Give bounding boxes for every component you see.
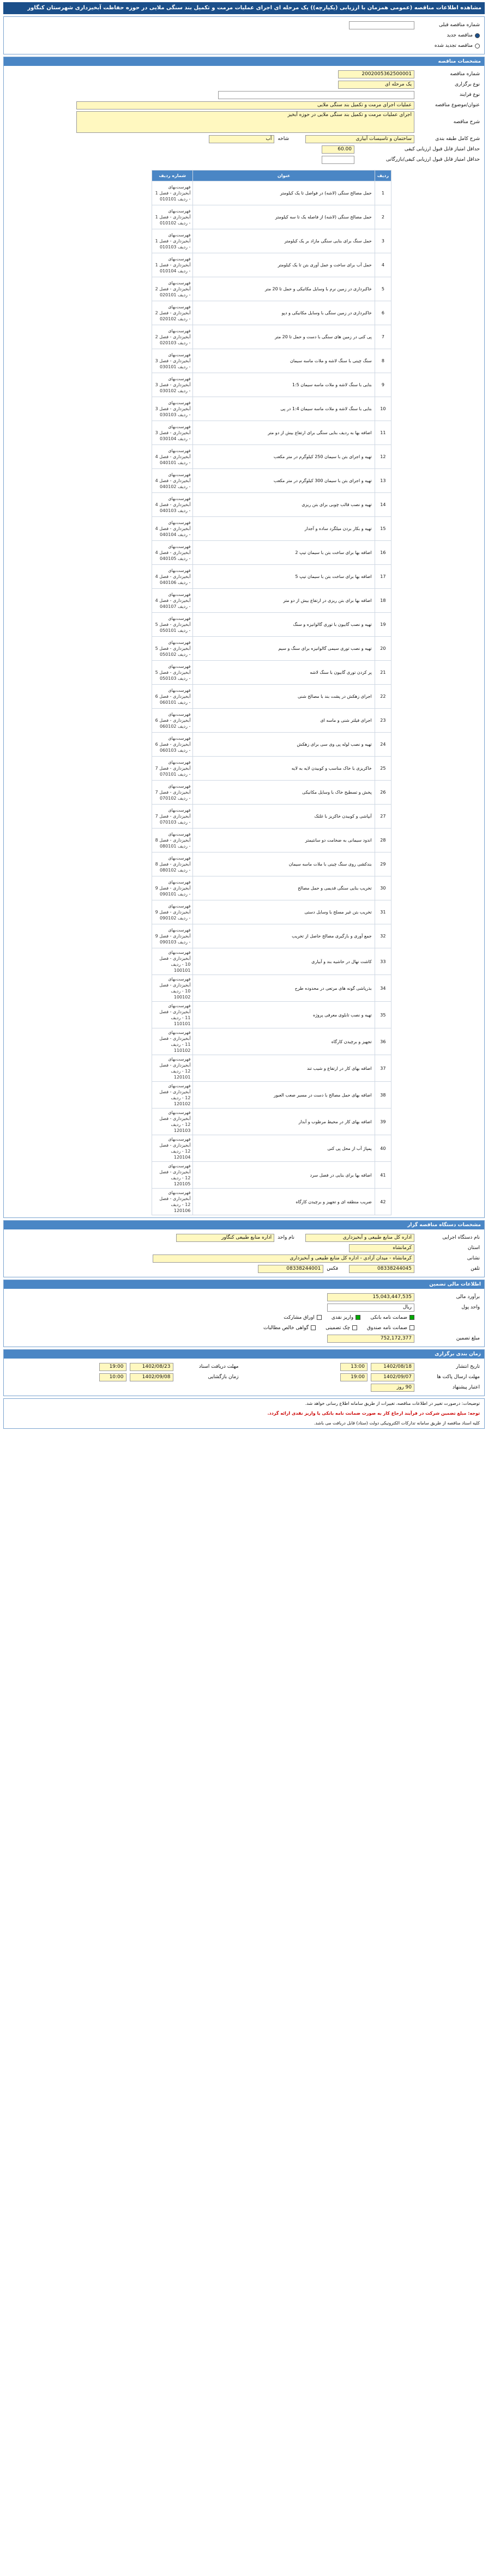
row-title: اندود سیمانی به ضخامت دو سانتیمتر [193, 829, 375, 852]
row-title: بنایی با سنگ لاشه و ملات ماسه سیمان 1:5 [193, 373, 375, 397]
row-number: 37 [375, 1055, 391, 1082]
row-number: 18 [375, 589, 391, 613]
row-number: 40 [375, 1135, 391, 1162]
row-number: 3 [375, 229, 391, 253]
table-row [152, 1189, 391, 1215]
row-title: تهیه و نصب تابلوی معرفی پروژه [193, 1002, 375, 1028]
table-row [152, 613, 391, 637]
row-number: 28 [375, 829, 391, 852]
org-section [3, 1220, 485, 1277]
fax-value: 08338244001 [258, 1265, 323, 1273]
row-reference: فهرست‌بهای آبخیزداری - فصل 12 - ردیف 120102 [152, 1082, 193, 1109]
table-row [152, 876, 391, 900]
branch-value: آب [209, 135, 274, 143]
row-reference: فهرست‌بهای آبخیزداری - فصل 4 - ردیف 040103 [152, 493, 193, 517]
table-row [152, 781, 391, 805]
row-title: حمل آب برای ساخت و عمل آوری بتن تا یک کیلومتر [193, 253, 375, 277]
claims-label: گواهی خالص مطالبات [263, 1325, 309, 1331]
min-score2-label: حداقل امتیاز قابل قبول ارزیابی کیفی/بازرگانی [385, 157, 480, 162]
submit-label: مهلت ارسال پاکت ها [437, 1374, 480, 1380]
table-row [152, 975, 391, 1002]
row-number: 29 [375, 852, 391, 876]
min-score2-value [322, 156, 354, 164]
table-row [152, 1028, 391, 1055]
table-row [152, 829, 391, 852]
row-title: کاشت نهال در حاشیه بند و آبیاری [193, 948, 375, 975]
row-title: تهیه و اجرای بتن با سیمان 250 کیلوگرم در متر مکعب [193, 445, 375, 469]
row-reference: فهرست‌بهای آبخیزداری - فصل 5 - ردیف 050102 [152, 637, 193, 661]
type-label: نوع فرایند [459, 92, 480, 98]
table-row [152, 1135, 391, 1162]
row-title: اضافه بهای کار در محیط مرطوب و آبدار [193, 1109, 375, 1135]
kind-label: نوع برگزاری [455, 82, 480, 87]
renewed-tender-label: مناقصه تجدید شده [434, 43, 473, 48]
guarantee-label: مبلغ تضمین [456, 1336, 480, 1341]
currency-label: واحد پول [461, 1305, 480, 1310]
row-number: 5 [375, 277, 391, 301]
kind-value: یک مرحله ای [338, 81, 414, 89]
row-reference: فهرست‌بهای آبخیزداری - فصل 8 - ردیف 080102 [152, 852, 193, 876]
row-number: 38 [375, 1082, 391, 1109]
doc-deadline-time: 19:00 [99, 1363, 126, 1371]
row-reference: فهرست‌بهای آبخیزداری - فصل 2 - ردیف 020101 [152, 277, 193, 301]
table-row [152, 637, 391, 661]
address-value: کرمانشاه - میدان آزادی - اداره کل منابع طبیعی و آبخیزداری [153, 1254, 414, 1263]
table-row [152, 469, 391, 493]
table-row [152, 541, 391, 565]
notes-section [3, 1398, 485, 1429]
finance-section [3, 1280, 485, 1347]
bank-guarantee-checkbox[interactable] [409, 1315, 414, 1320]
row-title: بنایی با سنگ لاشه و ملات ماسه سیمان 1:4 در پی [193, 397, 375, 421]
desc-label: شرح مناقصه [453, 119, 480, 125]
row-title: تهیه و بکار بردن میلگرد ساده و آجدار [193, 517, 375, 541]
row-title: اجرای زهکش در پشت بند با مصالح شنی [193, 685, 375, 709]
row-number: 16 [375, 541, 391, 565]
row-reference: فهرست‌بهای آبخیزداری - فصل 11 - ردیف 110101 [152, 1002, 193, 1028]
row-reference: فهرست‌بهای آبخیزداری - فصل 1 - ردیف 010104 [152, 253, 193, 277]
row-reference: فهرست‌بهای آبخیزداری - فصل 5 - ردیف 050101 [152, 613, 193, 637]
cash-deposit-label: واریز نقدی [331, 1315, 354, 1320]
table-row [152, 517, 391, 541]
row-title: اضافه بهای کار در ارتفاع و شیب تند [193, 1055, 375, 1082]
doc-deadline-date: 1402/08/23 [130, 1363, 173, 1371]
row-number: 23 [375, 709, 391, 733]
row-number: 2 [375, 205, 391, 229]
table-row [152, 205, 391, 229]
row-title: خاکریزی با خاک مناسب و کوبیدن لایه به لایه [193, 757, 375, 781]
col-no: ردیف [375, 170, 391, 181]
row-title: تهیه و نصب لوله پی وی سی برای زهکش [193, 733, 375, 757]
row-reference: فهرست‌بهای آبخیزداری - فصل 3 - ردیف 030102 [152, 373, 193, 397]
cheque-label: چک تضمینی [326, 1325, 351, 1331]
row-number: 26 [375, 781, 391, 805]
row-reference: فهرست‌بهای آبخیزداری - فصل 2 - ردیف 020103 [152, 325, 193, 349]
opening-date: 1402/09/08 [130, 1373, 173, 1381]
claims-checkbox[interactable] [311, 1325, 316, 1330]
row-reference: فهرست‌بهای آبخیزداری - فصل 7 - ردیف 070102 [152, 781, 193, 805]
row-number: 24 [375, 733, 391, 757]
min-score-value: 60.00 [322, 145, 354, 154]
row-title: ضریب منطقه ای و تجهیز و برچیدن کارگاه [193, 1189, 375, 1215]
row-number: 35 [375, 1002, 391, 1028]
guarantee-value: 752,172,377 [327, 1335, 414, 1343]
row-number: 27 [375, 805, 391, 829]
province-label: استان [467, 1245, 480, 1251]
row-number: 21 [375, 661, 391, 685]
estimate-value: 15,043,447,535 [327, 1293, 414, 1301]
publish-label: تاریخ انتشار [456, 1364, 480, 1369]
row-reference: فهرست‌بهای آبخیزداری - فصل 3 - ردیف 030104 [152, 421, 193, 445]
table-row [152, 421, 391, 445]
table-row [152, 1055, 391, 1082]
min-score-label: حداقل امتیاز قابل قبول ارزیابی کیفی [404, 147, 480, 152]
renewed-tender-radio[interactable] [475, 44, 480, 48]
type-value [218, 91, 414, 99]
table-row [152, 948, 391, 975]
row-title: حمل مصالح سنگی (لاشه) از فاصله یک تا سه کیلومتر [193, 205, 375, 229]
row-number: 22 [375, 685, 391, 709]
row-title: پر کردن توری گابیون با سنگ لاشه [193, 661, 375, 685]
row-number: 10 [375, 397, 391, 421]
table-row [152, 589, 391, 613]
publish-date: 1402/08/18 [371, 1363, 414, 1371]
top-section [3, 16, 485, 54]
row-reference: فهرست‌بهای آبخیزداری - فصل 4 - ردیف 040101 [152, 445, 193, 469]
doc-deadline-label: مهلت دریافت اسناد [198, 1364, 239, 1369]
row-number: 4 [375, 253, 391, 277]
row-title: تهیه و نصب گابیون با توری گالوانیزه و سنگ [193, 613, 375, 637]
note-1: توضیحات: درصورت تغییر در اطلاعات مناقصه، تغییرات از طریق سامانه اطلاع رسانی خواهد شد. [305, 1401, 480, 1406]
row-reference: فهرست‌بهای آبخیزداری - فصل 1 - ردیف 010101 [152, 181, 193, 205]
row-number: 36 [375, 1028, 391, 1055]
prev-tender-input[interactable] [349, 21, 414, 29]
table-row [152, 1109, 391, 1135]
page-title: مشاهده اطلاعات مناقصه (عمومی همزمان با ارزیابی (یکپارچه)) یک مرحله ای اجرای عملیات مرمت و تکمیل بند سنگی ملایی در حوزه حفاظت آبخیزداری شهرستان کنگاور [3, 2, 485, 14]
new-tender-radio[interactable] [475, 33, 480, 38]
row-number: 19 [375, 613, 391, 637]
row-reference: فهرست‌بهای آبخیزداری - فصل 9 - ردیف 090101 [152, 876, 193, 900]
row-number: 11 [375, 421, 391, 445]
row-number: 39 [375, 1109, 391, 1135]
col-ref: شماره ردیف [152, 170, 193, 181]
row-title: آبپاشی و کوبیدن خاکریز با غلتک [193, 805, 375, 829]
row-number: 9 [375, 373, 391, 397]
row-title: جمع آوری و بارگیری مصالح حاصل از تخریب [193, 924, 375, 948]
table-row [152, 709, 391, 733]
row-number: 14 [375, 493, 391, 517]
row-title: پخش و تسطیح خاک با وسایل مکانیکی [193, 781, 375, 805]
row-reference: فهرست‌بهای آبخیزداری - فصل 7 - ردیف 070101 [152, 757, 193, 781]
row-reference: فهرست‌بهای آبخیزداری - فصل 10 - ردیف 100102 [152, 975, 193, 1002]
row-reference: فهرست‌بهای آبخیزداری - فصل 4 - ردیف 040102 [152, 469, 193, 493]
cheque-checkbox[interactable] [352, 1325, 357, 1330]
category-label: شرح کامل طبقه بندی [435, 136, 480, 142]
table-row [152, 900, 391, 924]
items-table [152, 170, 391, 1215]
fund-guarantee-label: ضمانت نامه صندوق [367, 1325, 407, 1331]
row-title: حمل مصالح سنگی (لاشه) در فواصل تا یک کیلومتر [193, 181, 375, 205]
row-title: خاکبرداری در زمین سنگی با وسایل مکانیکی و دپو [193, 301, 375, 325]
row-reference: فهرست‌بهای آبخیزداری - فصل 10 - ردیف 100101 [152, 948, 193, 975]
row-reference: فهرست‌بهای آبخیزداری - فصل 1 - ردیف 010103 [152, 229, 193, 253]
row-reference: فهرست‌بهای آبخیزداری - فصل 7 - ردیف 070103 [152, 805, 193, 829]
category-value: ساختمان و تاسیسات آبیاری [305, 135, 414, 143]
row-number: 20 [375, 637, 391, 661]
fax-label: فکس [327, 1266, 338, 1271]
row-reference: فهرست‌بهای آبخیزداری - فصل 3 - ردیف 030103 [152, 397, 193, 421]
row-reference: فهرست‌بهای آبخیزداری - فصل 12 - ردیف 120103 [152, 1109, 193, 1135]
org-header: مشخصات دستگاه مناقصه گزار [4, 1221, 484, 1229]
table-row [152, 1162, 391, 1189]
table-row [152, 445, 391, 469]
note-3: کلیه اسناد مناقصه از طریق سامانه تدارکات الکترونیکی دولت (ستاد) قابل دریافت می باشد. [314, 1421, 480, 1426]
row-number: 17 [375, 565, 391, 589]
opening-time: 10:00 [99, 1373, 126, 1381]
table-row [152, 757, 391, 781]
table-row [152, 493, 391, 517]
row-title: سنگ چینی با سنگ لاشه و ملات ماسه سیمان [193, 349, 375, 373]
row-number: 32 [375, 924, 391, 948]
org-name-label: نام دستگاه اجرایی [442, 1235, 480, 1240]
tender-no-label: شماره مناقصه [450, 71, 480, 77]
row-number: 7 [375, 325, 391, 349]
table-row [152, 181, 391, 205]
tender-no-value: 2002005362500001 [338, 70, 414, 78]
row-reference: فهرست‌بهای آبخیزداری - فصل 12 - ردیف 120106 [152, 1189, 193, 1215]
row-title: اضافه بها برای ساخت بتن با سیمان تیپ 2 [193, 541, 375, 565]
bank-guarantee-label: ضمانت نامه بانکی [370, 1315, 407, 1320]
row-reference: فهرست‌بهای آبخیزداری - فصل 4 - ردیف 040107 [152, 589, 193, 613]
unit-value: اداره منابع طبیعی کنگاور [176, 1234, 274, 1242]
row-number: 8 [375, 349, 391, 373]
row-number: 31 [375, 900, 391, 924]
table-row [152, 229, 391, 253]
table-row [152, 277, 391, 301]
unit-label: نام واحد [278, 1235, 294, 1240]
row-title: بندکشی روی سنگ چینی با ملات ماسه سیمان [193, 852, 375, 876]
subject-label: عنوان/موضوع مناقصه [435, 102, 480, 108]
address-label: نشانی [467, 1256, 480, 1261]
table-row [152, 685, 391, 709]
row-number: 1 [375, 181, 391, 205]
org-name-value: اداره کل منابع طبیعی و آبخیزداری [305, 1234, 414, 1242]
row-number: 41 [375, 1162, 391, 1189]
row-title: اضافه بها به ردیف بنایی سنگی برای ارتفاع بیش از دو متر [193, 421, 375, 445]
dates-section [3, 1349, 485, 1396]
row-number: 42 [375, 1189, 391, 1215]
row-reference: فهرست‌بهای آبخیزداری - فصل 4 - ردیف 040106 [152, 565, 193, 589]
row-number: 12 [375, 445, 391, 469]
row-reference: فهرست‌بهای آبخیزداری - فصل 12 - ردیف 120101 [152, 1055, 193, 1082]
estimate-label: برآورد مالی [456, 1294, 480, 1300]
table-row [152, 325, 391, 349]
row-reference: فهرست‌بهای آبخیزداری - فصل 6 - ردیف 060102 [152, 709, 193, 733]
finance-header: اطلاعات مالی تضمین [4, 1280, 484, 1289]
table-row [152, 852, 391, 876]
table-row [152, 661, 391, 685]
row-reference: فهرست‌بهای آبخیزداری - فصل 9 - ردیف 090103 [152, 924, 193, 948]
table-row [152, 397, 391, 421]
row-title: بذرپاشی گونه های مرتعی در محدوده طرح [193, 975, 375, 1002]
row-reference: فهرست‌بهای آبخیزداری - فصل 8 - ردیف 080101 [152, 829, 193, 852]
fund-guarantee-checkbox[interactable] [409, 1325, 414, 1330]
submit-time: 19:00 [340, 1373, 367, 1381]
row-number: 13 [375, 469, 391, 493]
branch-label: شاخه [278, 136, 289, 142]
row-reference: فهرست‌بهای آبخیزداری - فصل 2 - ردیف 020102 [152, 301, 193, 325]
row-title: تهیه و اجرای بتن با سیمان 300 کیلوگرم در متر مکعب [193, 469, 375, 493]
row-title: اضافه بها برای بتن ریزی در ارتفاع بیش از دو متر [193, 589, 375, 613]
tender-info-header: مشخصات مناقصه [4, 57, 484, 66]
row-reference: فهرست‌بهای آبخیزداری - فصل 1 - ردیف 010102 [152, 205, 193, 229]
row-reference: فهرست‌بهای آبخیزداری - فصل 12 - ردیف 120104 [152, 1135, 193, 1162]
bonds-label: اوراق مشارکت [284, 1315, 315, 1320]
table-row [152, 924, 391, 948]
submit-date: 1402/09/07 [371, 1373, 414, 1381]
table-row [152, 733, 391, 757]
prev-tender-label: شماره مناقصه قبلی [439, 22, 480, 28]
note-2: توجه: مبلغ تضمین شرکت در فرآیند ارجاع کار به صورت ضمانت نامه بانکی یا واریز نقدی ارائه گردد. [267, 1411, 480, 1416]
col-title: عنوان [193, 170, 375, 181]
table-row [152, 565, 391, 589]
row-title: اضافه بها برای ساخت بتن با سیمان تیپ 5 [193, 565, 375, 589]
row-title: تجهیز و برچیدن کارگاه [193, 1028, 375, 1055]
bonds-checkbox[interactable] [317, 1315, 322, 1320]
row-number: 15 [375, 517, 391, 541]
opening-label: زمان بازگشایی [208, 1374, 239, 1380]
table-row [152, 301, 391, 325]
validity-label: اعتبار پیشنهاد [452, 1385, 480, 1390]
row-title: اضافه بهای حمل مصالح با دست در مسیر صعب العبور [193, 1082, 375, 1109]
table-row [152, 349, 391, 373]
row-title: اجرای فیلتر شنی و ماسه ای [193, 709, 375, 733]
new-tender-label: مناقصه جدید [447, 33, 473, 38]
row-number: 25 [375, 757, 391, 781]
table-row [152, 253, 391, 277]
row-reference: فهرست‌بهای آبخیزداری - فصل 9 - ردیف 090102 [152, 900, 193, 924]
validity-value: 90 روز [371, 1384, 414, 1392]
dates-header: زمان بندی برگزاری [4, 1350, 484, 1359]
publish-time: 13:00 [340, 1363, 367, 1371]
row-title: تهیه و نصب قالب چوبی برای بتن ریزی [193, 493, 375, 517]
row-reference: فهرست‌بهای آبخیزداری - فصل 3 - ردیف 030101 [152, 349, 193, 373]
row-reference: فهرست‌بهای آبخیزداری - فصل 6 - ردیف 060101 [152, 685, 193, 709]
desc-value: اجرای عملیات مرمت و تکمیل بند سنگی ملایی در حوزه آبخیز [76, 111, 414, 133]
row-title: حمل سنگ برای بنایی سنگی مازاد بر یک کیلومتر [193, 229, 375, 253]
row-reference: فهرست‌بهای آبخیزداری - فصل 4 - ردیف 040104 [152, 517, 193, 541]
row-number: 6 [375, 301, 391, 325]
row-title: خاکبرداری در زمین نرم با وسایل مکانیکی و حمل تا 20 متر [193, 277, 375, 301]
row-title: اضافه بها برای بنایی در فصل سرد [193, 1162, 375, 1189]
table-row [152, 805, 391, 829]
row-number: 33 [375, 948, 391, 975]
table-row [152, 1082, 391, 1109]
row-reference: فهرست‌بهای آبخیزداری - فصل 12 - ردیف 120105 [152, 1162, 193, 1189]
currency-value: ریال [327, 1304, 414, 1312]
row-reference: فهرست‌بهای آبخیزداری - فصل 6 - ردیف 060103 [152, 733, 193, 757]
row-reference: فهرست‌بهای آبخیزداری - فصل 5 - ردیف 050103 [152, 661, 193, 685]
row-reference: فهرست‌بهای آبخیزداری - فصل 11 - ردیف 110102 [152, 1028, 193, 1055]
row-title: تهیه و نصب توری سیمی گالوانیزه برای سنگ و سیم [193, 637, 375, 661]
table-row [152, 1002, 391, 1028]
province-value: کرمانشاه [349, 1244, 414, 1252]
subject-value: عملیات اجرای مرمت و تکمیل بند سنگی ملایی [76, 101, 414, 109]
row-title: تخریب بنایی سنگی قدیمی و حمل مصالح [193, 876, 375, 900]
row-number: 34 [375, 975, 391, 1002]
phone-value: 08338244045 [349, 1265, 414, 1273]
cash-deposit-checkbox[interactable] [356, 1315, 360, 1320]
row-title: پمپاژ آب از محل پی کنی [193, 1135, 375, 1162]
tender-info-section [3, 57, 485, 1218]
table-row [152, 373, 391, 397]
row-title: تخریب بتن غیر مسلح با وسایل دستی [193, 900, 375, 924]
row-title: پی کنی در زمین های سنگی با دست و حمل تا 20 متر [193, 325, 375, 349]
phone-label: تلفن [471, 1266, 480, 1271]
row-reference: فهرست‌بهای آبخیزداری - فصل 4 - ردیف 040105 [152, 541, 193, 565]
row-number: 30 [375, 876, 391, 900]
